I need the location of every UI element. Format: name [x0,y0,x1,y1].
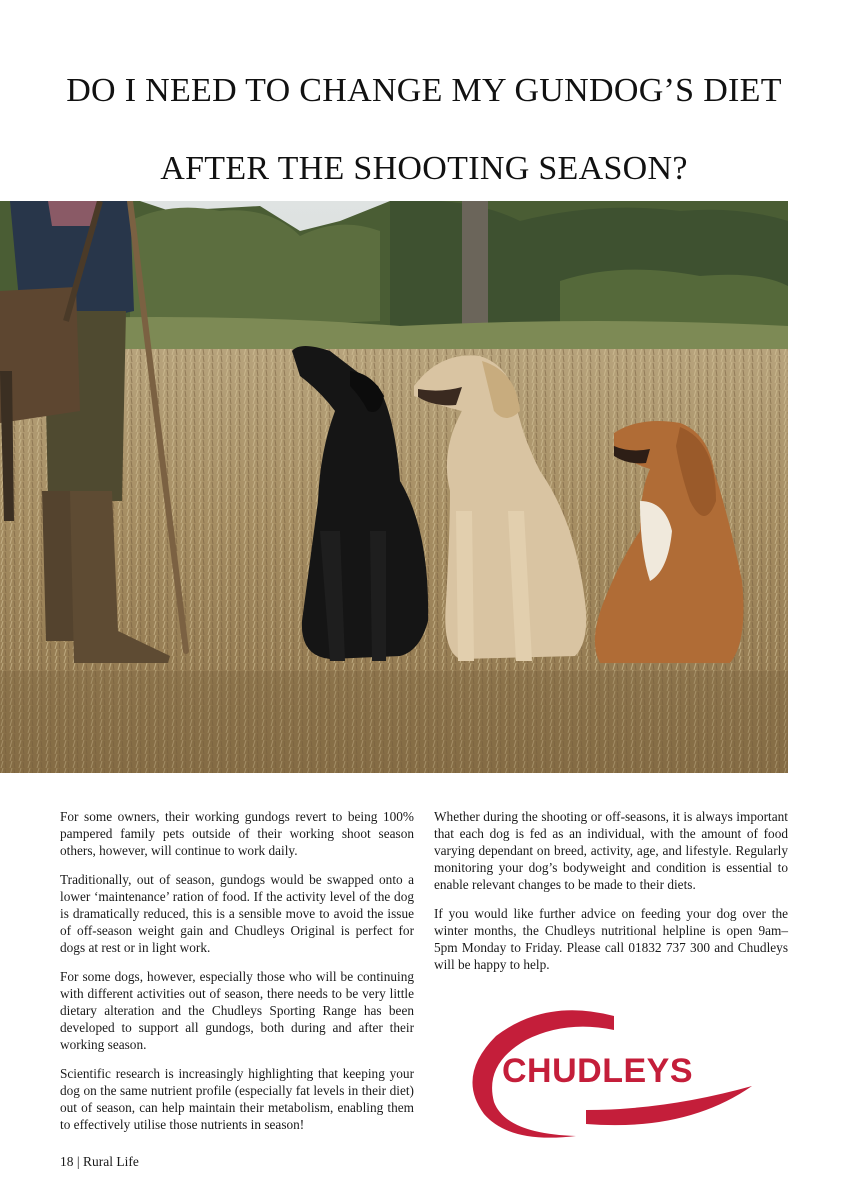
chudleys-logo [466,1006,754,1146]
article-column-left [60,808,414,1145]
title-line-1: DO I NEED TO CHANGE MY GUNDOG’S DIET [66,72,782,109]
article-column-right [434,808,788,985]
paragraph-left-4: Scientific research is increasingly highlighting that keeping your dog on the same nutrient profile (especially fat levels in their diet) out of season, can help maintain their metabolism, enabling them to effectively utilise those nutrients in season! [60,1066,414,1132]
article-title [0,52,848,208]
logo-wordmark: CHUDLEYS [502,1052,694,1090]
paragraph-right-1: Whether during the shooting or off-seasons, it is always important that each dog is fed as an individual, with the amount of food varying dependant on breed, activity, age, and lifestyle. Regularly monitoring your dog’s bodyweight and condition is essential to enable relevant changes to be made to their diets. [434,809,788,892]
paragraph-left-2: Traditionally, out of season, gundogs would be swapped onto a lower ‘maintenance’ ration of food. If the activity level of the dog is dramatically reduced, this is a sensible move to avoid the issue of off-season weight gain and Chudleys Original is perfect for dogs at rest or in light work. [60,872,414,955]
gundogs-photo [0,201,788,773]
paragraph-left-3: For some dogs, however, especially those who will be continuing with different activities out of season, there needs to be very little dietary alteration and the Chudleys Sporting Range has been developed to support all gundogs, both during and after their working season. [60,969,414,1052]
paragraph-left-1: For some owners, their working gundogs revert to being 100% pampered family pets outside of their working shoot season others, however, will continue to work daily. [60,809,414,858]
paragraph-right-2: If you would like further advice on feeding your dog over the winter months, the Chudleys nutritional helpline is open 9am–5pm Monday to Friday. Please call 01832 737 300 and Chudleys will be happy to help. [434,906,788,972]
page-footer: 18 | Rural Life [60,1154,139,1169]
title-line-2: AFTER THE SHOOTING SEASON? [160,150,688,187]
